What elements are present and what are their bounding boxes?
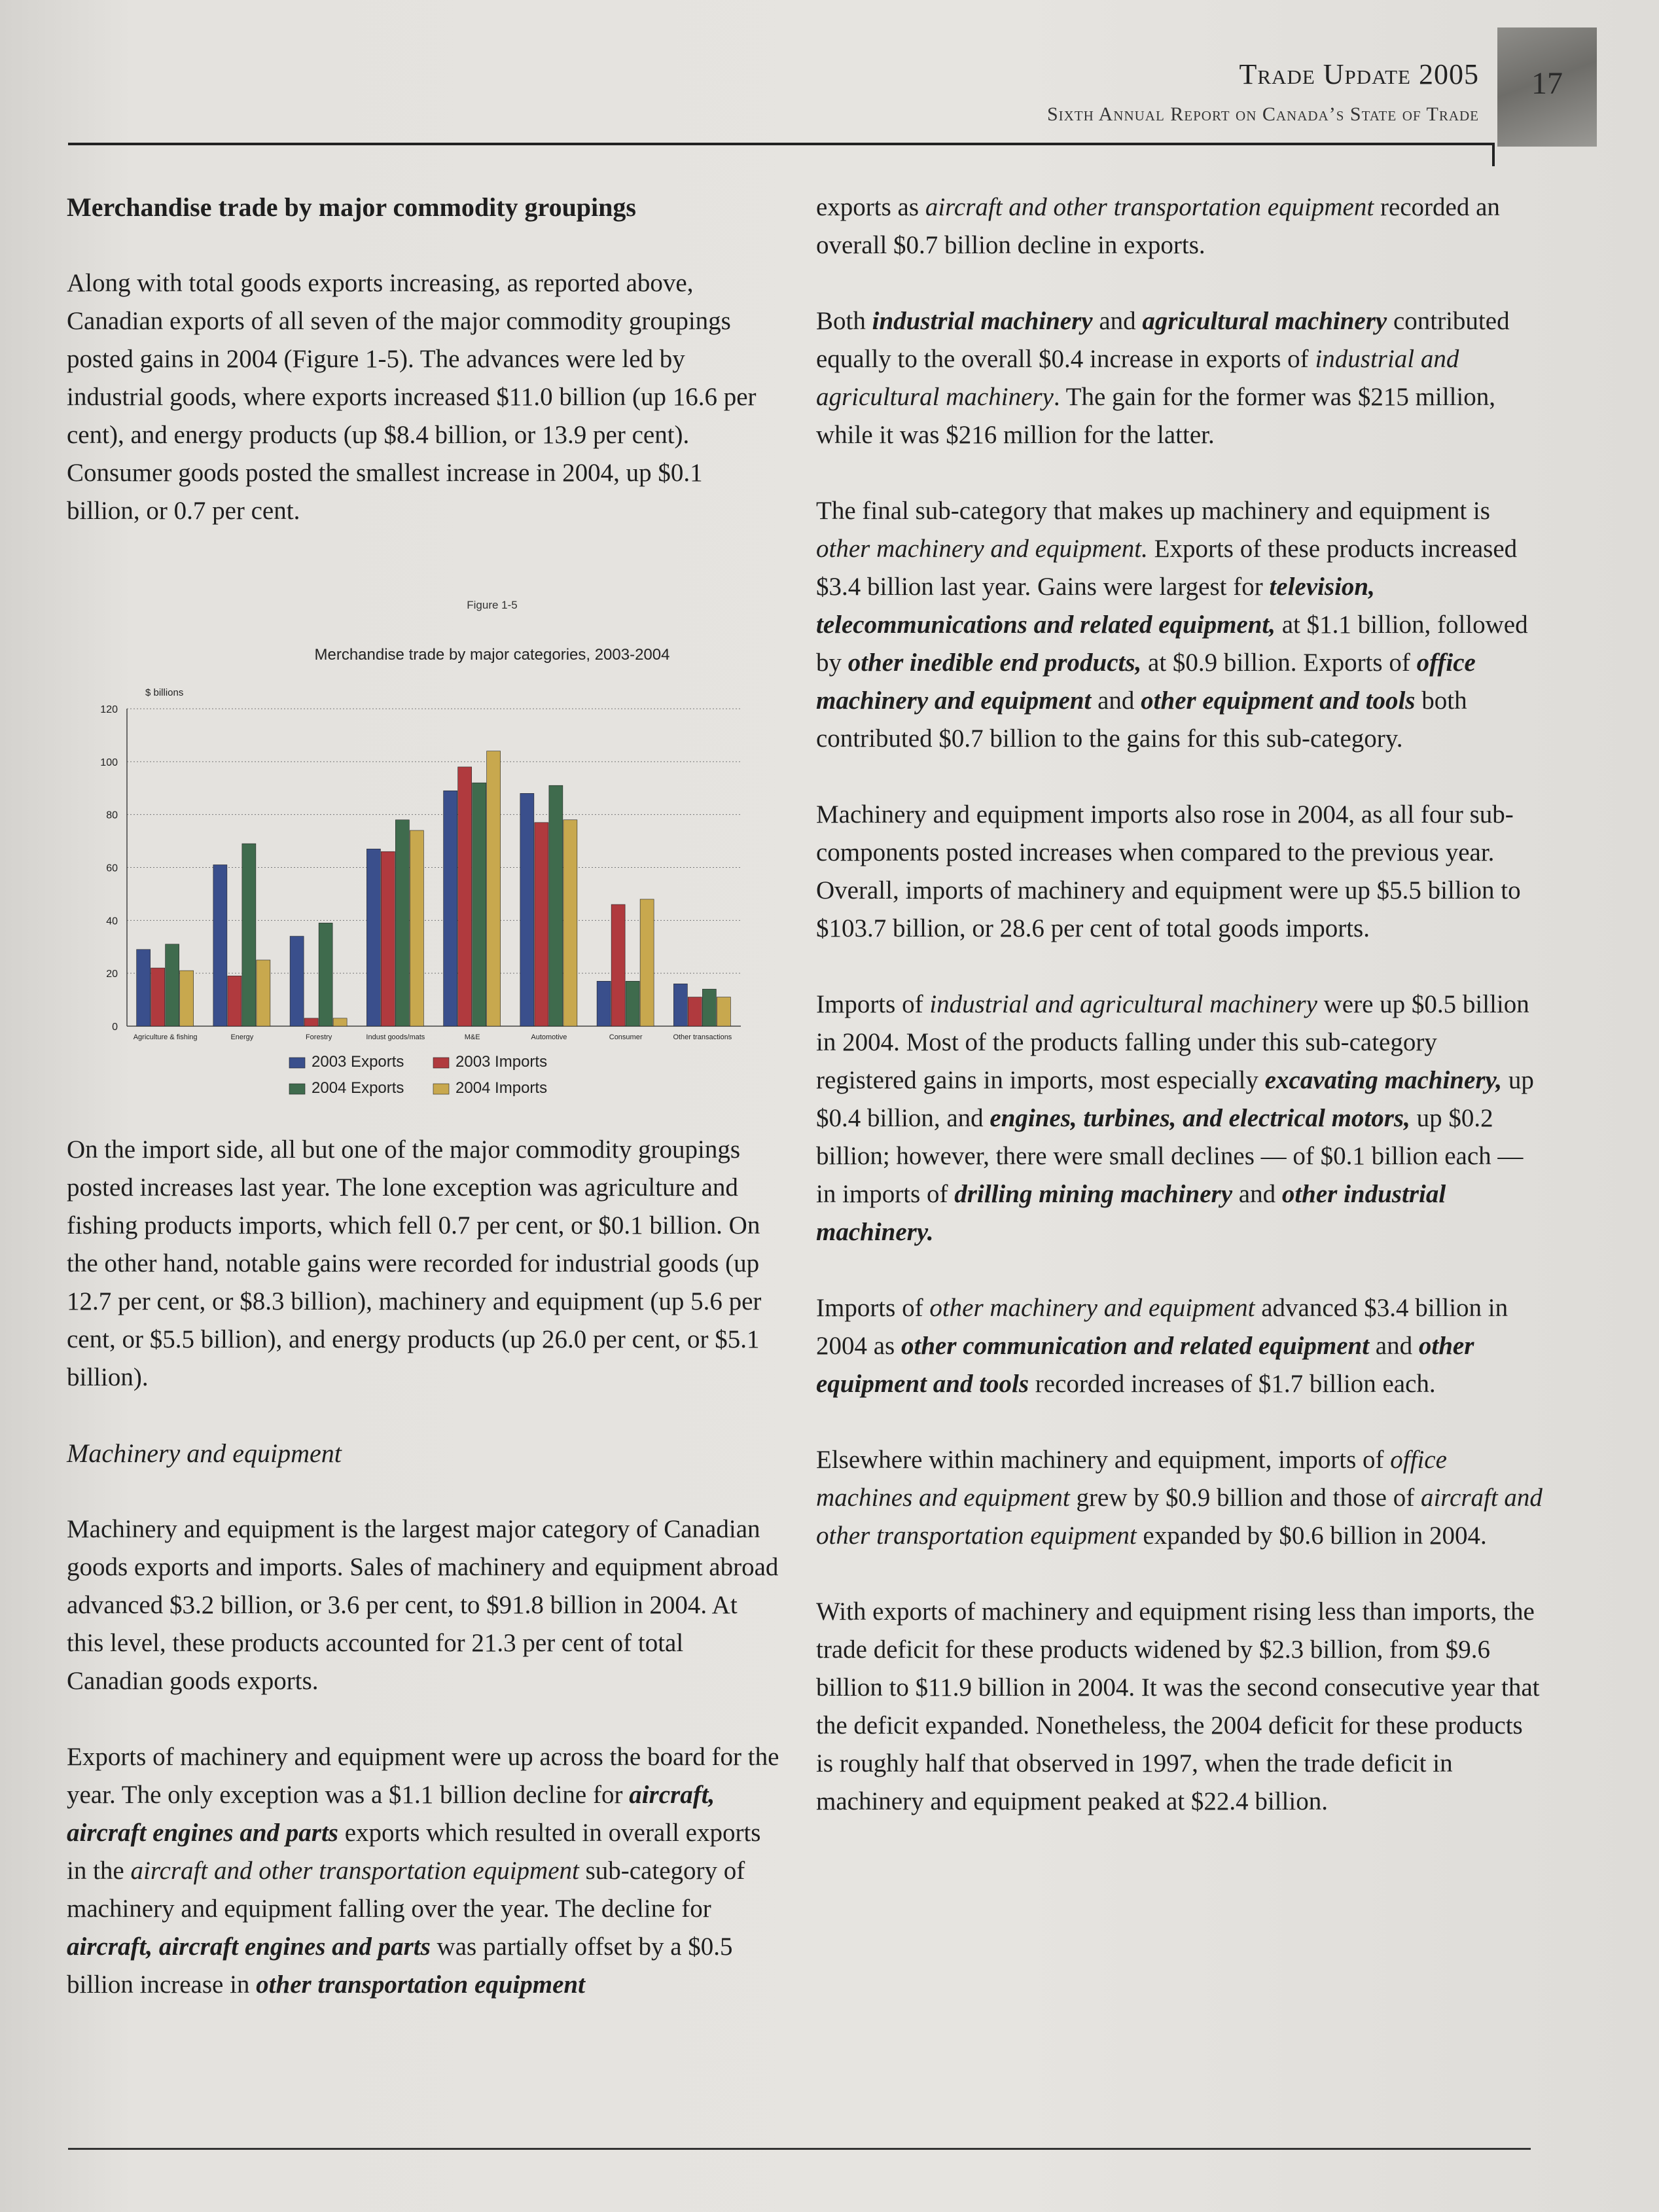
bar [563, 820, 577, 1026]
text-run: Exports of these products increased $3.4 billion last year. Gains were largest for [816, 535, 1518, 601]
report-subtitle: Sixth Annual Report on Canada’s State of Trade [1046, 103, 1479, 125]
bar [137, 950, 151, 1026]
paragraph-machinery-imports: Machinery and equipment imports also rose in 2004, as all four sub-components posted increases when compared to the previous year. Overall, imports of machinery and equipment were up $5.5 billion to $103.7 billion, or 28.6 per cent of total goods imports. [816, 800, 1521, 942]
y-tick-label: 60 [106, 863, 118, 874]
header-rule [68, 143, 1495, 145]
text-run: contributed equally to the overall $0.4 increase in exports of [816, 307, 1510, 373]
italic-term: office machines and equipment [816, 1446, 1447, 1512]
text-run: recorded increases of $1.7 billion each. [1029, 1370, 1436, 1398]
subheading-machinery: Machinery and equipment [67, 1438, 342, 1468]
bar [640, 899, 654, 1026]
y-axis-label: $ billions [145, 687, 184, 698]
paragraph-other-machinery-exports [816, 492, 1543, 758]
bar [290, 937, 304, 1026]
x-tick-label: Agriculture & fishing [133, 1033, 198, 1041]
text-run: exports which resulted in overall exports in the [67, 1819, 761, 1885]
paragraph-exports-overview: Along with total goods exports increasing, as reported above, Canadian exports of all seven of the major commodity groupings posted gains in 2004 (Figure 1-5). The advances were led by industrial goods, where exports increased $11.0 billion (up 16.6 per cent), and energy products (up $8.4 billion, or 13.9 per cent). Consumer goods posted the smallest increase in 2004, up $0.1 billion, or 0.7 per cent. [67, 269, 757, 525]
bar [319, 923, 332, 1026]
bars [137, 751, 731, 1026]
y-tick-label: 80 [106, 810, 118, 821]
bar [395, 820, 409, 1026]
text-run: advanced $3.4 billion in 2004 as [816, 1294, 1508, 1360]
bar [257, 960, 270, 1026]
text-run: and [1369, 1332, 1419, 1360]
bar [151, 968, 165, 1026]
emphasis-term: other equipment and tools [816, 1332, 1474, 1398]
legend-label: 2004 Exports [312, 1079, 404, 1097]
bar [473, 783, 486, 1026]
bar [381, 851, 395, 1026]
header-rule-tick [1492, 143, 1495, 166]
text-run: at $1.1 billion, followed by [816, 611, 1528, 677]
bar [366, 849, 380, 1026]
text-run: at $0.9 billion. Exports of [1141, 649, 1417, 677]
legend-swatch [433, 1084, 449, 1094]
paragraph-imports-overview: On the import side, all but one of the major commodity groupings posted increases last year. The lone exception was agriculture and fishing products imports, which fell 0.7 per cent, or $0.1 billion. On the other hand, notable gains were recorded for industrial goods (up 12.7 per cent, or $8.3 billion), machinery and equipment (up 5.6 per cent, or $5.5 billion), and energy products (up 26.0 per cent, or $5.1 billion). [67, 1135, 762, 1391]
paragraph-machinery-intro: Machinery and equipment is the largest major category of Canadian goods exports and imports. Sales of machinery and equipment abroad advanced $3.2 billion, or 3.6 per cent, to $91.8 billion in 2004. At this level, these products accounted for 21.3 per cent of total Canadian goods exports. [67, 1515, 779, 1695]
text-run: up $0.4 billion, and [816, 1066, 1534, 1132]
text-run: Elsewhere within machinery and equipment, imports of [816, 1446, 1391, 1474]
text-run: sub-category of machinery and equipment falling over the year. The decline for [67, 1857, 745, 1923]
bar [180, 971, 194, 1026]
x-tick-label: Consumer [609, 1033, 643, 1041]
paragraph-office-aircraft-imports [816, 1441, 1543, 1555]
y-tick-label: 100 [100, 757, 118, 768]
bar [487, 751, 501, 1026]
y-tick-label: 0 [112, 1022, 118, 1033]
paragraph-trade-deficit: With exports of machinery and equipment rising less than imports, the trade deficit for these products widened by $2.3 billion, from $9.6 billion to $11.9 billion in 2004. It was the second consecutive year that the deficit expanded. Nonetheless, the 2004 deficit for these products is roughly half that observed in 1997, when the trade deficit in machinery and equipment peaked at $22.4 billion. [816, 1597, 1540, 1815]
legend-label: 2004 Imports [455, 1079, 548, 1097]
bar [520, 793, 534, 1026]
paragraph-transport-continued [816, 188, 1543, 264]
section-heading: Merchandise trade by major commodity groupings [67, 192, 636, 222]
bar [242, 844, 256, 1026]
chart-title: Merchandise trade by major categories, 2003-2004 [314, 646, 670, 664]
italic-term: aircraft and other transportation equipment [130, 1857, 579, 1885]
paragraph-machinery-exports [67, 1738, 780, 2004]
italic-term: industrial and agricultural machinery [816, 345, 1459, 411]
bar [688, 997, 702, 1026]
italic-term: aircraft and other transportation equipment [816, 1484, 1543, 1550]
bar-chart [67, 568, 780, 1131]
paragraph-other-machinery-imports [816, 1289, 1543, 1403]
emphasis-term: office machinery and equipment [816, 649, 1476, 715]
left-column [67, 188, 780, 2042]
text-run: exports as [816, 193, 925, 221]
italic-term: other machinery and equipment. [816, 535, 1148, 563]
bar [549, 785, 563, 1026]
emphasis-term: other communication and related equipment [901, 1332, 1370, 1360]
text-run: Imports of [816, 990, 930, 1018]
text-run: up $0.2 billion; however, there were small declines — of $0.1 billion each — in imports of [816, 1104, 1524, 1208]
bar [228, 976, 241, 1026]
figure-label: Figure 1-5 [467, 599, 518, 611]
bar [702, 989, 716, 1026]
emphasis-term: engines, turbines, and electrical motors, [990, 1104, 1410, 1132]
page-number: 17 [1531, 66, 1563, 101]
text-run: was partially offset by a $0.5 billion increase in [67, 1933, 733, 1999]
bar [304, 1018, 318, 1026]
x-tick-label: Other transactions [673, 1033, 732, 1041]
x-tick-label: Indust goods/mats [366, 1033, 425, 1041]
chart-legend [289, 1053, 547, 1097]
emphasis-term: aircraft, aircraft engines and parts [67, 1781, 715, 1847]
legend-swatch [433, 1058, 449, 1068]
legend-swatch [289, 1084, 305, 1094]
x-tick-label: M&E [464, 1033, 480, 1041]
paragraph-industrial-imports [816, 986, 1543, 1251]
figure-1-5 [67, 568, 780, 1131]
text-run: Imports of [816, 1294, 930, 1322]
italic-term: other machinery and equipment [929, 1294, 1255, 1322]
y-tick-label: 40 [106, 916, 118, 927]
text-run: The final sub-category that makes up machinery and equipment is [816, 497, 1490, 525]
emphasis-term: excavating machinery, [1264, 1066, 1503, 1094]
bar [444, 791, 457, 1026]
bar [333, 1018, 347, 1026]
emphasis-term: aircraft, aircraft engines and parts [67, 1933, 431, 1961]
bar [166, 944, 179, 1026]
x-tick-label: Energy [230, 1033, 254, 1041]
legend-label: 2003 Exports [312, 1053, 404, 1071]
bar [410, 830, 423, 1026]
legend-label: 2003 Imports [455, 1053, 548, 1071]
emphasis-term: other equipment and tools [1141, 687, 1416, 715]
emphasis-term: other industrial machinery. [816, 1180, 1446, 1246]
bar [611, 904, 625, 1026]
bar [673, 984, 687, 1026]
bar [597, 981, 611, 1026]
paragraph-industrial-agri [816, 302, 1543, 454]
bar [626, 981, 639, 1026]
x-axis-labels [134, 1033, 732, 1041]
footer-rule [68, 2148, 1531, 2150]
legend-swatch [289, 1058, 305, 1068]
bar [717, 997, 730, 1026]
report-title: Trade Update 2005 [1239, 58, 1479, 90]
italic-term: industrial and agricultural machinery [929, 990, 1317, 1018]
text-run: both contributed $0.7 billion to the gains for this sub-category. [816, 687, 1467, 753]
page-number-tab [1497, 27, 1597, 147]
text-run: . The gain for the former was $215 million, while it was $216 million for the latter. [816, 383, 1496, 449]
y-tick-label: 20 [106, 969, 118, 980]
text-run: grew by $0.9 billion and those of [1069, 1484, 1421, 1512]
bar [535, 823, 548, 1026]
y-axis-ticks [100, 704, 118, 1033]
bar [458, 767, 472, 1026]
italic-term: aircraft and other transportation equipment [925, 193, 1374, 221]
text-run: recorded an overall $0.7 billion decline in exports. [816, 193, 1500, 259]
text-run: Exports of machinery and equipment were up across the board for the year. The only exception was a $1.1 billion decline for [67, 1743, 779, 1809]
emphasis-term: other inedible end products, [847, 649, 1142, 677]
bar [213, 865, 227, 1026]
x-tick-label: Forestry [305, 1033, 332, 1041]
emphasis-term: agricultural machinery [1142, 307, 1387, 335]
emphasis-term: television, telecommunications and related equipment, [816, 573, 1375, 639]
text-run: and [1092, 307, 1143, 335]
right-column [816, 188, 1543, 1859]
text-run: were up $0.5 billion in 2004. Most of the products falling under this sub-category registered gains in imports, most especially [816, 990, 1529, 1094]
text-run: expanded by $0.6 billion in 2004. [1136, 1522, 1487, 1550]
y-tick-label: 120 [100, 704, 118, 715]
emphasis-term: industrial machinery [872, 307, 1093, 335]
x-tick-label: Automotive [531, 1033, 567, 1041]
text-run: and [1091, 687, 1141, 715]
text-run: Both [816, 307, 872, 335]
emphasis-term: other transportation equipment [256, 1971, 585, 1999]
emphasis-term: drilling mining machinery [954, 1180, 1233, 1208]
text-run: and [1232, 1180, 1282, 1208]
